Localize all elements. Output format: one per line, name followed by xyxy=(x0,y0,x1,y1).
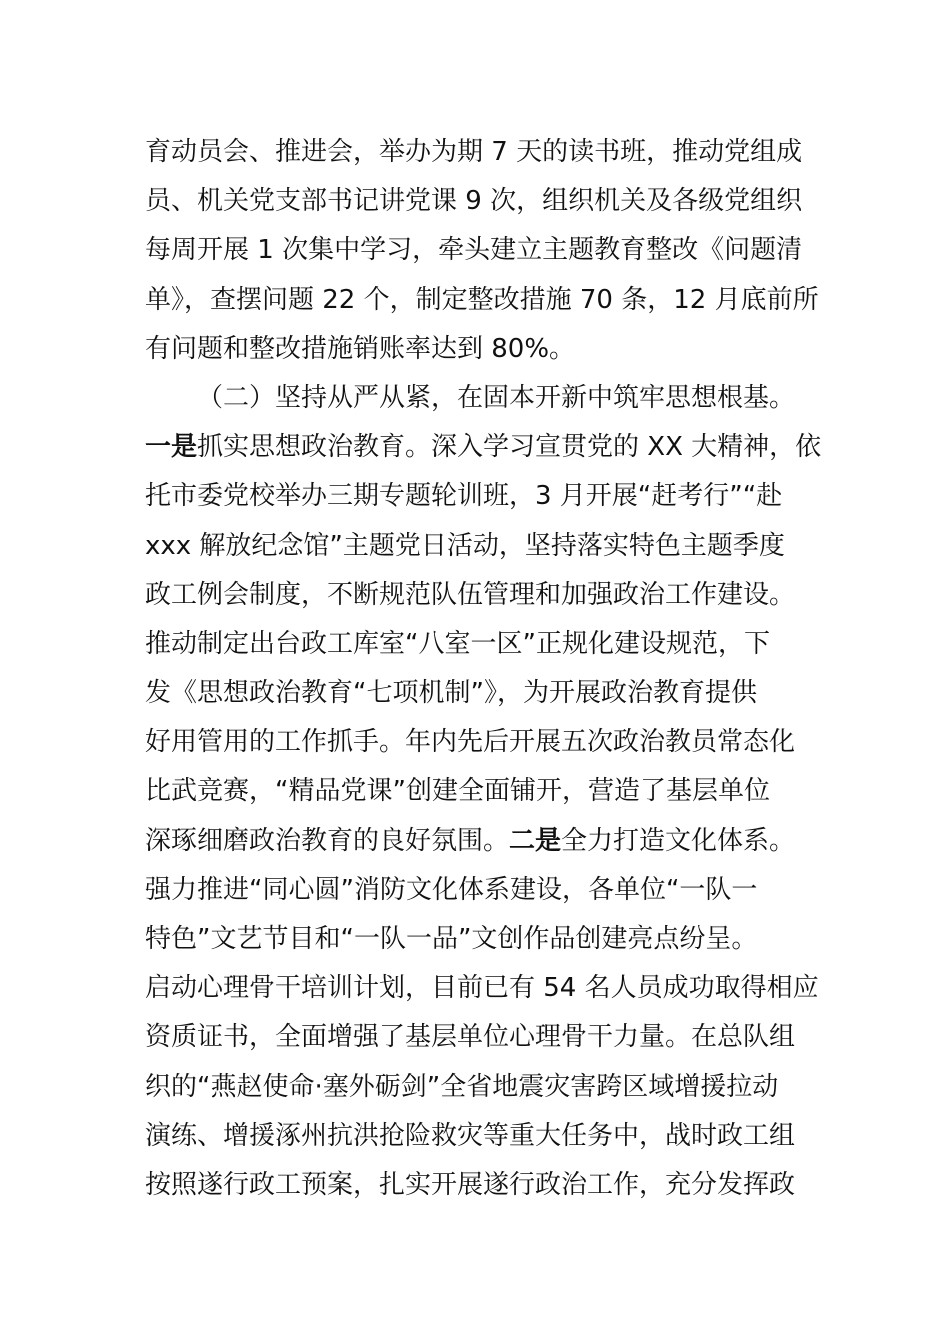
text-segment: 强力推进“同心圆”消防文化体系建设，各单位“一队一 xyxy=(145,874,758,905)
text-segment: 员、机关党支部书记讲党课 9 次，组织机关及各级党组织 xyxy=(145,186,803,217)
text-line xyxy=(145,177,815,226)
text-segment: 深琢细磨政治教育的良好氛围。 xyxy=(145,825,510,856)
text-segment: 资质证书，全面增强了基层单位心理骨干力量。在总队组 xyxy=(145,1022,796,1053)
text-segment: 比武竞赛，“精品党课”创建全面铺开，营造了基层单位 xyxy=(145,776,770,807)
text-line xyxy=(145,423,822,472)
text-segment: 发《思想政治教育“七项机制”》，为开展政治教育提供 xyxy=(145,678,757,709)
text-segment: 推动制定出台政工库室“八室一区”正规化建设规范，下 xyxy=(145,628,770,659)
text-line xyxy=(145,571,815,620)
text-line xyxy=(145,1063,815,1112)
text-segment: 政工例会制度，不断规范队伍管理和加强政治工作建设。 xyxy=(145,579,796,610)
text-line xyxy=(145,325,815,374)
text-segment: （二）坚持从严从紧，在固本开新中筑牢思想根基。 xyxy=(197,382,796,413)
text-line xyxy=(145,276,819,325)
text-line xyxy=(145,718,815,767)
text-segment: 启动心理骨干培训计划，目前已有 54 名人员成功取得相应 xyxy=(145,973,819,1004)
text-segment: 抓实思想政治教育。深入学习宣贯党的 XX 大精神，依 xyxy=(197,432,822,463)
text-line xyxy=(145,767,815,816)
text-line xyxy=(145,1112,815,1161)
text-line xyxy=(145,226,815,275)
text-line xyxy=(145,1013,815,1062)
text-segment: 特色”文艺节目和“一队一品”文创作品创建亮点纷呈。 xyxy=(145,924,758,954)
text-segment: 有问题和整改措施销账率达到 80%。 xyxy=(145,333,576,364)
text-line xyxy=(145,1161,815,1210)
text-segment: 演练、增援涿州抗洪抢险救灾等重大任务中，战时政工组 xyxy=(145,1120,796,1151)
text-line xyxy=(145,128,815,177)
text-segment: 每周开展 1 次集中学习，牵头建立主题教育整改《问题清 xyxy=(145,235,803,266)
text-segment: 好用管用的工作抓手。年内先后开展五次政治教员常态化 xyxy=(145,727,796,758)
text-line xyxy=(145,620,815,669)
text-line xyxy=(145,817,815,866)
text-segment: 按照遂行政工预案，扎实开展遂行政治工作，充分发挥政 xyxy=(145,1169,796,1200)
text-line xyxy=(145,669,815,718)
text-segment: xxx 解放纪念馆”主题党日活动，坚持落实特色主题季度 xyxy=(145,530,785,561)
text-segment: 全力打造文化体系。 xyxy=(561,825,796,856)
bold-lead-text: 一是 xyxy=(145,432,198,463)
text-line xyxy=(145,964,819,1013)
text-line xyxy=(145,915,815,964)
text-line xyxy=(145,522,815,571)
text-segment: 织的“燕赵使命·塞外砺剑”全省地震灾害跨区域增援拉动 xyxy=(145,1071,779,1102)
text-line xyxy=(145,472,815,521)
text-line xyxy=(145,866,815,915)
document-body xyxy=(145,128,822,1210)
text-segment: 托市委党校举办三期专题轮训班，3 月开展“赶考行”“赴 xyxy=(145,481,783,512)
text-line xyxy=(145,374,815,423)
bold-lead-text: 二是 xyxy=(509,825,562,856)
text-segment: 育动员会、推进会，举办为期 7 天的读书班，推动党组成 xyxy=(145,137,803,167)
text-segment: 单》，查摆问题 22 个，制定整改措施 70 条，12 月底前所 xyxy=(145,284,819,315)
